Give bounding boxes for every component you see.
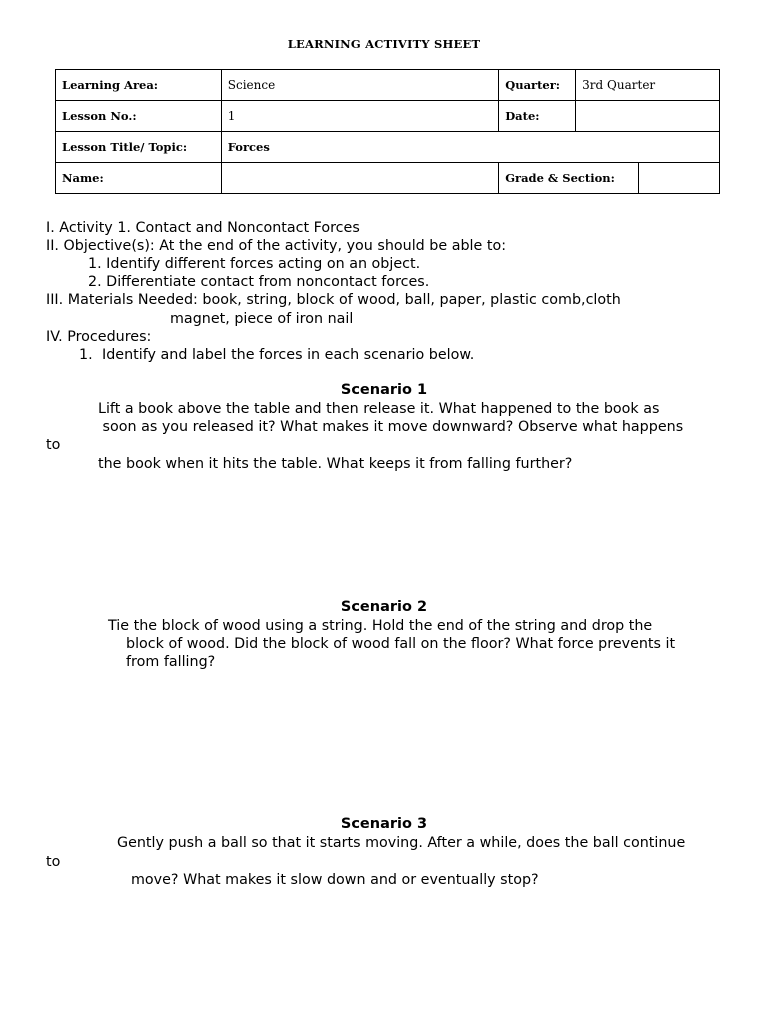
- lesson-no-value: 1: [221, 101, 498, 132]
- scenario-1-title: Scenario 1: [340, 382, 428, 398]
- scenario-1-line-4: the book when it hits the table. What keeps it from falling further?: [98, 456, 573, 472]
- scenario-1-line-3: to: [46, 437, 61, 453]
- grade-section-value[interactable]: [639, 163, 720, 194]
- quarter-value: 3rd Quarter: [576, 70, 720, 101]
- scenario-2-line-1: Tie the block of wood using a string. Hold the end of the string and drop the: [108, 618, 653, 634]
- procedures-heading: IV. Procedures:: [46, 329, 152, 345]
- lesson-title-value: Forces: [221, 132, 719, 163]
- scenario-3-line-1: Gently push a ball so that it starts moving. After a while, does the ball continue: [117, 835, 686, 851]
- lesson-title-label: Lesson Title/ Topic:: [56, 132, 222, 163]
- info-table: [55, 69, 720, 194]
- quarter-label: Quarter:: [499, 70, 576, 101]
- scenario-2-title: Scenario 2: [340, 599, 428, 615]
- scenario-3-title: Scenario 3: [340, 816, 428, 832]
- scenario-3-line-3: move? What makes it slow down and or eventually stop?: [131, 872, 539, 888]
- objective-item-1: 1. Identify different forces acting on an object.: [88, 256, 421, 272]
- scenario-1-line-2: soon as you released it? What makes it move downward? Observe what happens: [98, 419, 684, 435]
- activity-heading: I. Activity 1. Contact and Noncontact Forces: [46, 220, 360, 236]
- grade-section-label: Grade & Section:: [499, 163, 639, 194]
- materials-line-2: magnet, piece of iron nail: [170, 311, 354, 327]
- name-label: Name:: [56, 163, 222, 194]
- scenario-3-line-2: to: [46, 854, 61, 870]
- materials-line-1: III. Materials Needed: book, string, block of wood, ball, paper, plastic comb,cloth: [46, 292, 621, 308]
- learning-area-label: Learning Area:: [56, 70, 222, 101]
- date-label: Date:: [499, 101, 576, 132]
- row-name: [56, 163, 720, 194]
- learning-area-value: Science: [221, 70, 498, 101]
- row-lesson-title: [56, 132, 720, 163]
- row-lesson-no: [56, 101, 720, 132]
- date-value[interactable]: [576, 101, 720, 132]
- procedure-item-1: Identify and label the forces in each scenario below.: [102, 347, 475, 363]
- sheet-title: LEARNING ACTIVITY SHEET: [287, 37, 481, 51]
- name-value[interactable]: [221, 163, 498, 194]
- procedure-number-1: 1.: [79, 347, 93, 363]
- scenario-2-line-2: block of wood. Did the block of wood fall on the floor? What force prevents it: [126, 636, 676, 652]
- objective-item-2: 2. Differentiate contact from noncontact forces.: [88, 274, 430, 290]
- scenario-1-line-1: Lift a book above the table and then release it. What happened to the book as: [98, 401, 660, 417]
- row-learning-area: [56, 70, 720, 101]
- scenario-2-line-3: from falling?: [126, 654, 216, 670]
- lesson-no-label: Lesson No.:: [56, 101, 222, 132]
- objectives-heading: II. Objective(s): At the end of the activity, you should be able to:: [46, 238, 507, 254]
